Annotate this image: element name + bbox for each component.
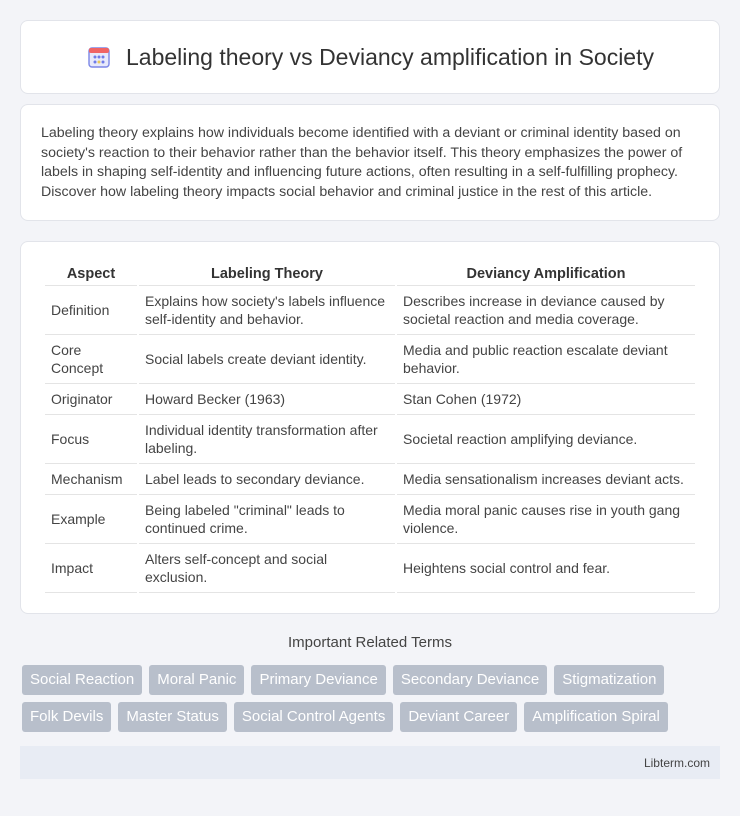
cell-aspect: Focus: [45, 415, 137, 464]
cell-amplification: Stan Cohen (1972): [397, 384, 695, 415]
table-row: [45, 335, 695, 384]
table-row: [45, 286, 695, 335]
table-row: [45, 384, 695, 415]
cell-aspect: Definition: [45, 286, 137, 335]
cell-labeling: Being labeled "criminal" leads to continued crime.: [139, 495, 395, 544]
cell-amplification: Heightens social control and fear.: [397, 544, 695, 593]
footer-brand-link[interactable]: Libterm.com: [643, 755, 710, 770]
table-row: [45, 495, 695, 544]
cell-labeling: Label leads to secondary deviance.: [139, 464, 395, 495]
cell-aspect: Example: [45, 495, 137, 544]
tag-folk-devils[interactable]: Folk Devils: [22, 702, 111, 732]
cell-amplification: Media moral panic causes rise in youth gang violence.: [397, 495, 695, 544]
cell-aspect: Originator: [45, 384, 137, 415]
calendar-grid-icon: [86, 44, 112, 70]
page-footer: [20, 746, 720, 779]
cell-labeling: Alters self-concept and social exclusion.: [139, 544, 395, 593]
comparison-table-card: [20, 241, 720, 614]
cell-labeling: Explains how society's labels influence self-identity and behavior.: [139, 286, 395, 335]
cell-aspect: Core Concept: [45, 335, 137, 384]
tag-primary-deviance[interactable]: Primary Deviance: [251, 665, 385, 695]
tag-moral-panic[interactable]: Moral Panic: [149, 665, 244, 695]
page-header: [20, 20, 720, 94]
tag-master-status[interactable]: Master Status: [118, 702, 227, 732]
page-title: Labeling theory vs Deviancy amplification in Society: [126, 43, 654, 70]
related-terms-list: [22, 665, 718, 732]
header-labeling-theory: Labeling Theory: [139, 262, 395, 286]
cell-labeling: Social labels create deviant identity.: [139, 335, 395, 384]
tag-secondary-deviance[interactable]: Secondary Deviance: [393, 665, 547, 695]
cell-amplification: Societal reaction amplifying deviance.: [397, 415, 695, 464]
tag-social-control-agents[interactable]: Social Control Agents: [234, 702, 393, 732]
table-row: [45, 464, 695, 495]
cell-aspect: Mechanism: [45, 464, 137, 495]
cell-amplification: Media and public reaction escalate deviant behavior.: [397, 335, 695, 384]
related-terms-title: Important Related Terms: [288, 634, 452, 651]
tag-social-reaction[interactable]: Social Reaction: [22, 665, 142, 695]
header-deviancy-amplification: Deviancy Amplification: [397, 262, 695, 286]
cell-labeling: Howard Becker (1963): [139, 384, 395, 415]
tag-deviant-career[interactable]: Deviant Career: [400, 702, 517, 732]
tag-stigmatization[interactable]: Stigmatization: [554, 665, 664, 695]
intro-text: Labeling theory explains how individuals become identified with a deviant or criminal identity based on society's reaction to their behavior rather than the behavior itself. This theory emphasizes the power of labels in shaping self-identity and influencing future actions, often resulting in a self-fulfilling prophecy. Discover how labeling theory impacts social behavior and criminal justice in the rest of this article.: [41, 125, 683, 200]
cell-amplification: Media sensationalism increases deviant acts.: [397, 464, 695, 495]
comparison-table: [43, 262, 697, 593]
cell-labeling: Individual identity transformation after labeling.: [139, 415, 395, 464]
table-row: [45, 415, 695, 464]
header-aspect: Aspect: [45, 262, 137, 286]
table-row: [45, 544, 695, 593]
intro-section: [20, 104, 720, 221]
table-header-row: [45, 262, 695, 286]
tag-amplification-spiral[interactable]: Amplification Spiral: [524, 702, 668, 732]
cell-amplification: Describes increase in deviance caused by societal reaction and media coverage.: [397, 286, 695, 335]
cell-aspect: Impact: [45, 544, 137, 593]
